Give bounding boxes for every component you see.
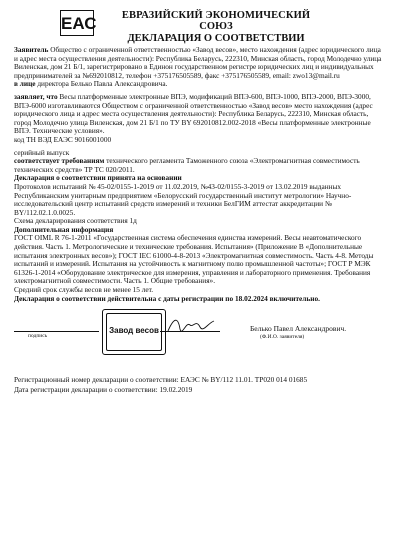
batch-type: серийный выпуск xyxy=(14,147,70,157)
applicant-label: Заявитель xyxy=(14,45,49,54)
scheme-text: Схема декларирования соответствия 1д xyxy=(14,216,137,226)
header-text xyxy=(106,10,326,44)
signature-line-left xyxy=(14,331,99,332)
company-stamp xyxy=(102,309,166,355)
signature-caption: подпись xyxy=(28,333,48,340)
applicant-paragraph xyxy=(14,46,386,80)
registration-number: Регистрационный номер декларации о соответствии: ЕАЭС № BY/112 11.01. ТР020 014 01685 xyxy=(14,375,308,385)
eac-logo: ЕАС xyxy=(60,10,94,36)
requirements-label: соответствует требованиям xyxy=(14,156,105,166)
person-label: в лице xyxy=(14,79,36,89)
additional-heading-text: Дополнительная информация xyxy=(14,224,114,234)
stamp-text: Завод весов xyxy=(109,326,159,336)
tnved-code: код ТН ВЭД ЕАЭС 9016001000 xyxy=(14,134,112,144)
handwritten-signature xyxy=(166,313,216,339)
declares-paragraph xyxy=(14,93,386,136)
service-life: Средний срок службы весов не менее 15 лет. xyxy=(14,285,154,295)
registration-footer xyxy=(14,375,386,394)
validity-paragraph xyxy=(14,295,386,304)
declares-text: Весы платформенные электронные ВПЭ, модификаций ВПЭ-600, ВПЭ-1000, ВПЭ-2000, ВПЭ-3000, ВПЭ-6000 изготавливаются Обществом с ограниченной ответственностью «Завод весов» место нахождения (адрес юридического лица и адрес места осуществления деятельности): Республика Беларусь, 222310, Минская область, город Молодечно улица Виленская, дом 21 Б/1 по ТУ BY 692010812.002-2018 «Весы платформенные электронные ВПЭ. Технические условия». xyxy=(14,91,373,136)
basis-text: Протоколов испытаний № 45-02/0155-1-2019 от 11.02.2019, №43-02/0155-3-2019 от 13.02.2019 выданных Республиканским унитарным предприятием «Белорусский государственный институт метрологии» Научно-исследовательский центр испытаний средств измерений и техники БелГИМ аттестат аккредитации № BY/112.02.1.0.0025. xyxy=(14,181,352,217)
signature-area xyxy=(14,307,386,369)
applicant-text: Общество с ограниченной ответственностью «Завод весов», место нахождения (адрес юридического лица и адрес места осуществления деятельности): Республика Беларусь, 222310, Минская область, город Молодечно улица Виленская, дом 21 Б/1, зарегистрировано в Единон государственном регистре юридических лиц и индивидуальных предпринимателей за №692010812, телефон +375176505589, факс +375176505589, email: zwo13@mail.ru xyxy=(14,45,382,80)
signature-line-right xyxy=(160,331,220,332)
document-header xyxy=(14,0,386,46)
declaration-title: ДЕКЛАРАЦИЯ О СООТВЕТСТВИИ xyxy=(127,33,305,44)
requirements-text: технического регламента Таможенного союза «Электромагнитная совместимость технических средств» ТР ТС 020/2011. xyxy=(14,156,360,174)
applicant-person xyxy=(14,80,386,89)
basis-heading-text: Декларация о соответствии принята на основании xyxy=(14,173,182,183)
signer-caption: (Ф.И.О. заявителя) xyxy=(260,334,305,341)
union-title: ЕВРАЗИЙСКИЙ ЭКОНОМИЧЕСКИЙ СОЮЗ xyxy=(121,10,311,32)
requirements-paragraph xyxy=(14,157,386,174)
registration-date: Дата регистрации декларации о соответствии: 19.02.2019 xyxy=(14,384,193,394)
person-text: директора Белько Павла Александровича. xyxy=(35,79,168,89)
document-body xyxy=(14,46,386,303)
declares-label: заявляет, что xyxy=(14,91,58,101)
additional-text: ГОСТ OIML R 76-1-2011 «Государственная система обеспечения единства измерений. Весы неавтоматического действия. Часть 1. Метрологические и технические требования. Испытания» (Приложение В «Дополнительные испытания электронных весов»); ГОСТ IEC 61000-4-8-2013 «Электромагнитная совместимость. Часть 4-8. Методы испытаний и измерений. Испытания на устойчивость к магнитному полю промышленной частоты»; ГОСТ Р МЭК 61326-1-2014 «Оборудование электрическое для измерения, управления и лабораторного применения. Требования электромагнитной совместимости. Часть 1. Общие требования». xyxy=(14,233,374,286)
validity-text: Декларация о соответствии действительна с даты регистрации по 18.02.2024 включительно. xyxy=(14,293,320,303)
signer-name: Белько Павел Александрович. xyxy=(250,324,347,334)
